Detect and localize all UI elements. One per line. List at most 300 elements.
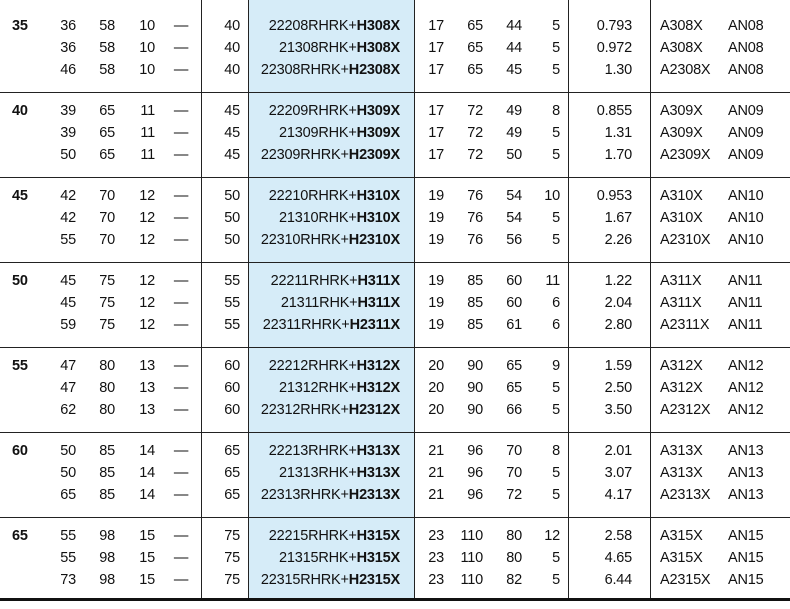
- cell-mass: 4.65: [604, 550, 632, 566]
- cell-Da: 110: [460, 550, 483, 566]
- cell-B: 13: [139, 380, 155, 396]
- cell-sleeve-no: A2313X: [660, 487, 711, 503]
- cell-d1: 42: [60, 210, 76, 226]
- column-divider: [414, 0, 415, 600]
- cell-e: 17: [428, 147, 444, 163]
- cell-B1: —: [173, 62, 189, 78]
- cell-e: 19: [428, 273, 444, 289]
- cell-B: 13: [139, 358, 155, 374]
- designation-cell: [252, 62, 400, 78]
- cell-e: 19: [428, 295, 444, 311]
- cell-B1: —: [173, 273, 189, 289]
- cell-Da: 72: [467, 103, 483, 119]
- cell-sleeve-no: A2308X: [660, 62, 711, 78]
- cell-B: 12: [139, 295, 155, 311]
- cell-f: 66: [506, 402, 522, 418]
- cell-D: 58: [99, 40, 115, 56]
- cell-f: 70: [506, 443, 522, 459]
- adapter-sleeve-designation: H309X: [356, 125, 400, 141]
- bearing-designation: 22209RHRK+: [268, 103, 357, 119]
- cell-g: 9: [552, 358, 560, 374]
- cell-nut: AN10: [728, 188, 764, 204]
- cell-nut: AN10: [728, 232, 764, 248]
- cell-B1: —: [173, 103, 189, 119]
- cell-mass: 2.04: [604, 295, 632, 311]
- cell-nut: AN11: [728, 317, 763, 333]
- cell-sleeve-no: A313X: [660, 443, 703, 459]
- cell-D: 65: [99, 125, 115, 141]
- cell-mass: 0.855: [596, 103, 632, 119]
- bearing-designation: 21311RHK+: [280, 295, 358, 311]
- designation-cell: [252, 317, 400, 333]
- cell-d1: 50: [60, 443, 76, 459]
- table-bottom-rule: [0, 598, 790, 601]
- cell-d1: 36: [60, 40, 76, 56]
- cell-mass: 1.31: [604, 125, 632, 141]
- cell-sleeve-no: A310X: [660, 188, 703, 204]
- cell-D: 98: [99, 528, 115, 544]
- cell-B: 11: [140, 147, 155, 163]
- cell-Da: 96: [467, 465, 483, 481]
- cell-mass: 2.58: [604, 528, 632, 544]
- cell-nut: AN15: [728, 528, 764, 544]
- cell-sleeve-no: A311X: [660, 295, 702, 311]
- bearing-designation: 21309RHK+: [279, 125, 357, 141]
- cell-e: 17: [428, 125, 444, 141]
- cell-D: 65: [99, 103, 115, 119]
- column-divider: [201, 0, 202, 600]
- cell-Da: 65: [467, 62, 483, 78]
- cell-mass: 2.80: [604, 317, 632, 333]
- cell-g: 5: [552, 550, 560, 566]
- cell-Da: 76: [467, 210, 483, 226]
- cell-e: 17: [428, 40, 444, 56]
- cell-Da: 85: [467, 273, 483, 289]
- bearing-designation: 21313RHK+: [279, 465, 357, 481]
- cell-B1: —: [173, 188, 189, 204]
- cell-Da: 65: [467, 18, 483, 34]
- cell-g: 5: [552, 402, 560, 418]
- cell-B: 10: [139, 62, 155, 78]
- cell-B: 13: [139, 402, 155, 418]
- cell-d1: 45: [60, 273, 76, 289]
- cell-d1: 47: [60, 380, 76, 396]
- cell-d: 75: [224, 528, 240, 544]
- cell-sleeve-no: A315X: [660, 550, 703, 566]
- cell-sleeve-no: A2315X: [660, 572, 711, 588]
- column-divider: [248, 0, 249, 600]
- adapter-sleeve-designation: H311X: [357, 273, 400, 289]
- cell-B1: —: [173, 550, 189, 566]
- adapter-sleeve-designation: H312X: [356, 380, 400, 396]
- cell-d: 45: [224, 125, 240, 141]
- adapter-sleeve-designation: H2312X: [348, 402, 400, 418]
- adapter-sleeve-designation: H2315X: [348, 572, 400, 588]
- cell-e: 19: [428, 210, 444, 226]
- cell-d1: 46: [60, 62, 76, 78]
- cell-g: 8: [552, 103, 560, 119]
- cell-d: 75: [224, 550, 240, 566]
- cell-Da: 72: [467, 147, 483, 163]
- cell-D: 75: [99, 295, 115, 311]
- cell-nut: AN08: [728, 18, 764, 34]
- cell-d1: 59: [60, 317, 76, 333]
- adapter-sleeve-designation: H313X: [356, 465, 400, 481]
- cell-B: 14: [139, 465, 155, 481]
- cell-g: 11: [545, 273, 560, 289]
- cell-sleeve-no: A309X: [660, 125, 703, 141]
- adapter-sleeve-designation: H310X: [356, 210, 400, 226]
- cell-Da: 96: [467, 443, 483, 459]
- cell-g: 5: [552, 572, 560, 588]
- cell-D: 85: [99, 487, 115, 503]
- cell-D: 80: [99, 380, 115, 396]
- cell-g: 5: [552, 487, 560, 503]
- bearing-designation: 21315RHK+: [279, 550, 357, 566]
- cell-mass: 1.30: [604, 62, 632, 78]
- cell-B1: —: [173, 487, 189, 503]
- adapter-sleeve-designation: H2309X: [348, 147, 400, 163]
- cell-B: 10: [139, 18, 155, 34]
- cell-g: 5: [552, 62, 560, 78]
- cell-d: 55: [224, 317, 240, 333]
- shaft-diameter: 65: [12, 528, 28, 544]
- shaft-diameter: 45: [12, 188, 28, 204]
- adapter-sleeve-designation: H312X: [356, 358, 400, 374]
- cell-sleeve-no: A313X: [660, 465, 703, 481]
- cell-D: 70: [99, 210, 115, 226]
- cell-mass: 1.67: [604, 210, 632, 226]
- cell-B1: —: [173, 465, 189, 481]
- cell-e: 19: [428, 188, 444, 204]
- adapter-sleeve-designation: H309X: [356, 103, 400, 119]
- cell-g: 5: [552, 18, 560, 34]
- cell-mass: 3.50: [604, 402, 632, 418]
- cell-B: 12: [139, 317, 155, 333]
- bearing-designation: 22315RHRK+: [260, 572, 349, 588]
- cell-B: 12: [139, 273, 155, 289]
- designation-cell: [252, 103, 400, 119]
- column-divider: [650, 0, 651, 600]
- cell-e: 20: [428, 380, 444, 396]
- cell-sleeve-no: A2310X: [660, 232, 711, 248]
- cell-D: 75: [99, 273, 115, 289]
- cell-B: 10: [139, 40, 155, 56]
- cell-d: 40: [224, 40, 240, 56]
- group-separator: [0, 177, 790, 178]
- cell-D: 80: [99, 358, 115, 374]
- shaft-diameter: 55: [12, 358, 28, 374]
- cell-f: 65: [506, 380, 522, 396]
- cell-e: 19: [428, 232, 444, 248]
- cell-D: 58: [99, 62, 115, 78]
- group-separator: [0, 517, 790, 518]
- cell-d1: 50: [60, 465, 76, 481]
- bearing-designation: 22211RHRK+: [270, 273, 358, 289]
- cell-d1: 55: [60, 232, 76, 248]
- cell-d: 55: [224, 273, 240, 289]
- adapter-sleeve-designation: H311X: [357, 295, 400, 311]
- cell-d1: 65: [60, 487, 76, 503]
- cell-B: 15: [139, 528, 155, 544]
- cell-f: 54: [506, 188, 522, 204]
- cell-f: 50: [506, 147, 522, 163]
- group-separator: [0, 92, 790, 93]
- cell-Da: 72: [467, 125, 483, 141]
- designation-cell: [252, 550, 400, 566]
- bearing-designation: 22309RHRK+: [260, 147, 349, 163]
- cell-B1: —: [173, 380, 189, 396]
- bearing-designation: 21308RHK+: [279, 40, 357, 56]
- cell-B: 15: [139, 572, 155, 588]
- designation-cell: [252, 232, 400, 248]
- cell-d1: 36: [60, 18, 76, 34]
- cell-f: 44: [506, 18, 522, 34]
- bearing-designation: 22311RHRK+: [262, 317, 350, 333]
- cell-sleeve-no: A308X: [660, 18, 703, 34]
- cell-g: 5: [552, 147, 560, 163]
- cell-f: 60: [506, 273, 522, 289]
- cell-D: 75: [99, 317, 115, 333]
- cell-g: 8: [552, 443, 560, 459]
- cell-Da: 90: [467, 380, 483, 396]
- cell-B1: —: [173, 402, 189, 418]
- designation-cell: [252, 402, 400, 418]
- cell-sleeve-no: A2312X: [660, 402, 711, 418]
- designation-cell: [252, 273, 400, 289]
- cell-D: 70: [99, 232, 115, 248]
- cell-mass: 2.26: [604, 232, 632, 248]
- designation-cell: [252, 125, 400, 141]
- cell-d: 45: [224, 103, 240, 119]
- cell-e: 21: [428, 465, 444, 481]
- cell-f: 45: [506, 62, 522, 78]
- cell-g: 5: [552, 232, 560, 248]
- cell-Da: 65: [467, 40, 483, 56]
- adapter-sleeve-designation: H308X: [356, 18, 400, 34]
- cell-D: 80: [99, 402, 115, 418]
- adapter-sleeve-designation: H315X: [356, 528, 400, 544]
- cell-e: 17: [428, 103, 444, 119]
- bearing-designation: 22208RHRK+: [268, 18, 357, 34]
- shaft-diameter: 35: [12, 18, 28, 34]
- cell-e: 19: [428, 317, 444, 333]
- designation-cell: [252, 443, 400, 459]
- cell-g: 5: [552, 465, 560, 481]
- cell-nut: AN08: [728, 62, 764, 78]
- cell-e: 17: [428, 18, 444, 34]
- cell-nut: AN15: [728, 550, 764, 566]
- cell-Da: 110: [460, 572, 483, 588]
- cell-mass: 1.22: [604, 273, 632, 289]
- designation-cell: [252, 465, 400, 481]
- cell-f: 49: [506, 125, 522, 141]
- cell-B: 12: [139, 232, 155, 248]
- cell-d: 60: [224, 380, 240, 396]
- cell-B1: —: [173, 572, 189, 588]
- cell-B: 14: [139, 443, 155, 459]
- cell-d: 65: [224, 465, 240, 481]
- cell-d1: 62: [60, 402, 76, 418]
- cell-nut: AN09: [728, 125, 764, 141]
- cell-mass: 0.793: [596, 18, 632, 34]
- cell-e: 23: [428, 528, 444, 544]
- cell-g: 5: [552, 210, 560, 226]
- cell-sleeve-no: A310X: [660, 210, 703, 226]
- cell-B: 14: [139, 487, 155, 503]
- cell-D: 65: [99, 147, 115, 163]
- cell-f: 80: [506, 528, 522, 544]
- cell-e: 21: [428, 487, 444, 503]
- cell-e: 20: [428, 402, 444, 418]
- adapter-sleeve-designation: H310X: [356, 188, 400, 204]
- cell-d1: 47: [60, 358, 76, 374]
- bearing-designation: 21312RHK+: [279, 380, 357, 396]
- cell-B1: —: [173, 125, 189, 141]
- cell-g: 5: [552, 380, 560, 396]
- cell-B1: —: [173, 40, 189, 56]
- cell-f: 82: [506, 572, 522, 588]
- cell-mass: 1.59: [604, 358, 632, 374]
- bearing-designation: 22212RHRK+: [268, 358, 357, 374]
- cell-f: 54: [506, 210, 522, 226]
- cell-B1: —: [173, 295, 189, 311]
- cell-d: 60: [224, 358, 240, 374]
- cell-e: 23: [428, 550, 444, 566]
- designation-cell: [252, 572, 400, 588]
- cell-nut: AN15: [728, 572, 764, 588]
- adapter-sleeve-designation: H313X: [356, 443, 400, 459]
- cell-g: 12: [544, 528, 560, 544]
- cell-B: 12: [139, 210, 155, 226]
- cell-f: 72: [506, 487, 522, 503]
- group-separator: [0, 262, 790, 263]
- cell-d: 60: [224, 402, 240, 418]
- cell-f: 65: [506, 358, 522, 374]
- cell-B1: —: [173, 18, 189, 34]
- cell-d: 40: [224, 62, 240, 78]
- cell-nut: AN12: [728, 402, 764, 418]
- cell-mass: 1.70: [604, 147, 632, 163]
- cell-Da: 90: [467, 402, 483, 418]
- cell-f: 60: [506, 295, 522, 311]
- cell-nut: AN13: [728, 487, 764, 503]
- adapter-sleeve-designation: H315X: [356, 550, 400, 566]
- cell-Da: 85: [467, 317, 483, 333]
- cell-d: 75: [224, 572, 240, 588]
- cell-B: 15: [139, 550, 155, 566]
- cell-Da: 85: [467, 295, 483, 311]
- cell-f: 44: [506, 40, 522, 56]
- cell-d1: 73: [60, 572, 76, 588]
- cell-Da: 76: [467, 188, 483, 204]
- designation-cell: [252, 40, 400, 56]
- cell-d: 50: [224, 210, 240, 226]
- cell-d1: 42: [60, 188, 76, 204]
- cell-d: 45: [224, 147, 240, 163]
- bearing-designation: 22213RHRK+: [268, 443, 357, 459]
- cell-e: 17: [428, 62, 444, 78]
- cell-nut: AN13: [728, 443, 764, 459]
- cell-B1: —: [173, 210, 189, 226]
- designation-cell: [252, 528, 400, 544]
- cell-D: 85: [99, 465, 115, 481]
- cell-f: 49: [506, 103, 522, 119]
- cell-nut: AN13: [728, 465, 764, 481]
- cell-d1: 39: [60, 125, 76, 141]
- cell-e: 23: [428, 572, 444, 588]
- cell-g: 6: [552, 295, 560, 311]
- designation-cell: [252, 487, 400, 503]
- cell-D: 85: [99, 443, 115, 459]
- cell-sleeve-no: A2309X: [660, 147, 711, 163]
- column-divider: [568, 0, 569, 600]
- cell-mass: 2.50: [604, 380, 632, 396]
- bearing-designation: 21310RHK+: [279, 210, 357, 226]
- cell-B1: —: [173, 528, 189, 544]
- adapter-sleeve-designation: H2308X: [348, 62, 400, 78]
- shaft-diameter: 60: [12, 443, 28, 459]
- designation-cell: [252, 188, 400, 204]
- cell-nut: AN11: [728, 273, 763, 289]
- cell-nut: AN10: [728, 210, 764, 226]
- cell-sleeve-no: A308X: [660, 40, 703, 56]
- adapter-sleeve-designation: H2310X: [348, 232, 400, 248]
- adapter-sleeve-designation: H2313X: [348, 487, 400, 503]
- cell-mass: 3.07: [604, 465, 632, 481]
- designation-cell: [252, 210, 400, 226]
- bearing-designation: 22215RHRK+: [268, 528, 357, 544]
- cell-Da: 76: [467, 232, 483, 248]
- cell-sleeve-no: A311X: [660, 273, 702, 289]
- cell-f: 70: [506, 465, 522, 481]
- cell-f: 80: [506, 550, 522, 566]
- cell-e: 20: [428, 358, 444, 374]
- cell-d1: 50: [60, 147, 76, 163]
- cell-f: 61: [506, 317, 522, 333]
- cell-g: 5: [552, 40, 560, 56]
- adapter-sleeve-designation: H308X: [356, 40, 400, 56]
- cell-sleeve-no: A309X: [660, 103, 703, 119]
- cell-B1: —: [173, 147, 189, 163]
- cell-sleeve-no: A312X: [660, 358, 703, 374]
- shaft-diameter: 50: [12, 273, 28, 289]
- cell-nut: AN09: [728, 147, 764, 163]
- cell-nut: AN09: [728, 103, 764, 119]
- group-separator: [0, 432, 790, 433]
- cell-B1: —: [173, 232, 189, 248]
- cell-B1: —: [173, 358, 189, 374]
- designation-cell: [252, 295, 400, 311]
- bearing-designation: 22210RHRK+: [268, 188, 357, 204]
- cell-mass: 0.972: [596, 40, 632, 56]
- cell-D: 70: [99, 188, 115, 204]
- adapter-sleeve-designation: H2311X: [349, 317, 400, 333]
- designation-cell: [252, 18, 400, 34]
- cell-sleeve-no: A315X: [660, 528, 703, 544]
- cell-mass: 0.953: [596, 188, 632, 204]
- cell-f: 56: [506, 232, 522, 248]
- cell-B1: —: [173, 443, 189, 459]
- cell-B: 12: [139, 188, 155, 204]
- cell-nut: AN11: [728, 295, 763, 311]
- cell-D: 58: [99, 18, 115, 34]
- cell-B1: —: [173, 317, 189, 333]
- designation-cell: [252, 380, 400, 396]
- cell-d1: 45: [60, 295, 76, 311]
- bearing-designation: 22313RHRK+: [260, 487, 349, 503]
- cell-nut: AN12: [728, 358, 764, 374]
